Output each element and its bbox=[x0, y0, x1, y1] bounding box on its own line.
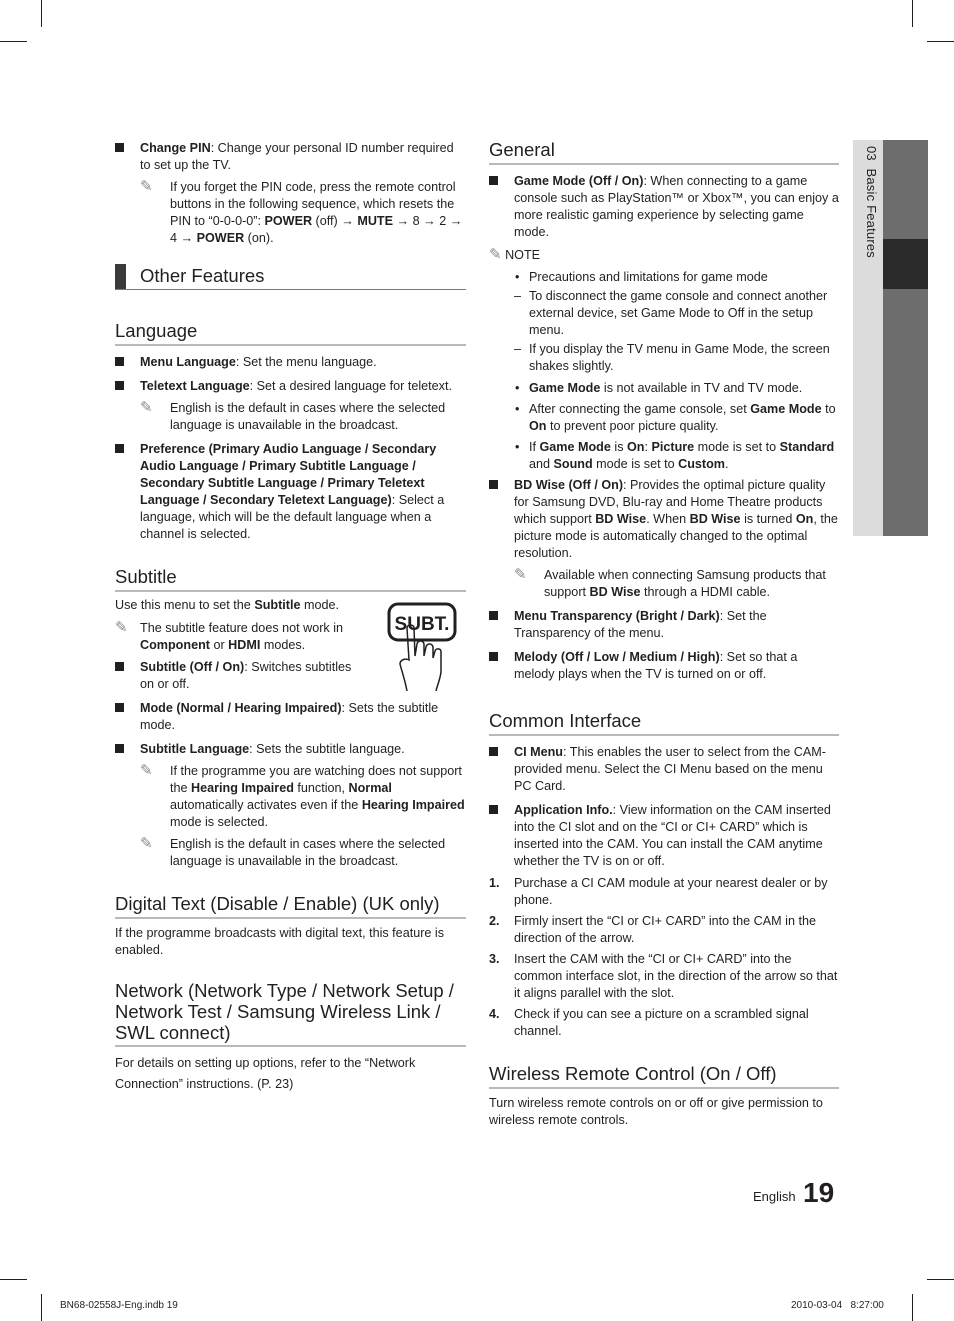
general-heading: General bbox=[489, 139, 839, 165]
menu-language-item: Menu Language: Set the menu language. bbox=[115, 354, 466, 371]
change-pin-note: ✎ If you forget the PIN code, press the remote control buttons in the following sequence, which resets the PIN to “0-0-0-0”: POWER (off) → MUTE → 8 → 2 → 4 → POWER (on). bbox=[140, 178, 463, 245]
tab-dark-strip bbox=[883, 140, 928, 536]
digital-text-body: If the programme broadcasts with digital text, this feature is enabled. bbox=[115, 926, 444, 957]
tab-active-marker bbox=[883, 239, 928, 289]
ci-step: 3. Insert the CAM with the “CI or CI+ CARD” into the common interface slot, in the direction of the arrow so that it aligns parallel with the slot. bbox=[489, 952, 838, 1000]
note-label: ✎ NOTE bbox=[489, 246, 541, 263]
language-list bbox=[115, 354, 466, 543]
general-list bbox=[489, 173, 839, 683]
note-subpoint: – To disconnect the game console and connect another external device, set Game Mode to Off in the setup menu. bbox=[514, 289, 828, 337]
crop-mark bbox=[927, 41, 954, 42]
wireless-heading: Wireless Remote Control (On / Off) bbox=[489, 1063, 839, 1089]
chapter-side-tab bbox=[853, 140, 928, 536]
subtitle-intro: Use this menu to set the Subtitle mode. bbox=[115, 598, 340, 612]
ci-step: 1. Purchase a CI CAM module at your nearest dealer or by phone. bbox=[489, 876, 828, 907]
application-info-item: Application Info.: View information on the CAM inserted into the CI slot and on the “CI or CI+ CARD” which is inserted into the CAM. You can install the CAM anytime whether the TV is on or off. bbox=[489, 802, 839, 870]
game-mode-item: Game Mode (Off / On): When connecting to a game console such as PlayStation™ or Xbox™, you can enjoy a more realistic gaming experience by selecting game mode. bbox=[489, 173, 839, 241]
subtitle-heading: Subtitle bbox=[115, 566, 466, 592]
imprint-file: BN68-02558J-Eng.indb 19 bbox=[60, 1300, 178, 1311]
bullet-square bbox=[489, 477, 500, 488]
digital-text-heading: Digital Text (Disable / Enable) (UK only) bbox=[115, 893, 466, 919]
note-pencil-icon: ✎ bbox=[115, 619, 128, 636]
bullet-square bbox=[489, 802, 500, 813]
imprint-date: 2010-03-04 8:27:00 bbox=[791, 1300, 884, 1311]
common-interface-list bbox=[489, 744, 839, 1040]
bullet-square bbox=[115, 354, 126, 365]
chapter-title: 03 Basic Features bbox=[864, 146, 879, 259]
note-pencil-icon: ✎ bbox=[140, 762, 153, 779]
ci-menu-item: CI Menu: This enables the user to select from the CAM-provided menu. Select the CI Menu based on the menu PC Card. bbox=[489, 744, 839, 795]
wireless-body: Turn wireless remote controls on or off or give permission to wireless remote controls. bbox=[489, 1096, 823, 1127]
change-pin-item: Change PIN: Change your personal ID number required to set up the TV. ✎ If you forget the PIN code, press the remote control buttons in the following sequence, which resets the PIN to “0-0-0-0”: POWER (off) → MUTE → 8 → 2 → 4 → POWER (on). bbox=[115, 140, 466, 247]
ci-step: 4. Check if you can see a picture on a scrambled signal channel. bbox=[489, 1007, 809, 1038]
network-body: For details on setting up options, refer to the “Network Connection” instructions. (P. 23) bbox=[115, 1056, 416, 1091]
bullet-square bbox=[115, 441, 126, 452]
bullet-square bbox=[115, 140, 126, 151]
bullet-square bbox=[115, 741, 126, 752]
subtitle-onoff-item: Subtitle (Off / On): Switches subtitles on or off. bbox=[115, 659, 365, 693]
note-point: • Game Mode is not available in TV and TV mode. bbox=[515, 381, 803, 395]
subt-button-illustration bbox=[385, 600, 465, 692]
bullet-square bbox=[115, 378, 126, 389]
note-pencil-icon: ✎ bbox=[514, 566, 527, 583]
note-point: • Precautions and limitations for game mode bbox=[515, 270, 768, 284]
melody-item: Melody (Off / Low / Medium / High): Set so that a melody plays when the TV is turned on or off. bbox=[489, 649, 839, 683]
bd-wise-note: ✎ Available when connecting Samsung products that support BD Wise through a HDMI cable. bbox=[514, 566, 826, 599]
language-heading: Language bbox=[115, 320, 466, 346]
game-mode-notes bbox=[514, 269, 839, 473]
crop-mark bbox=[0, 1279, 27, 1280]
subtitle-mode-item: Mode (Normal / Hearing Impaired): Sets the subtitle mode. bbox=[115, 700, 466, 734]
common-interface-heading: Common Interface bbox=[489, 710, 839, 736]
subt-button-label: SUBT. bbox=[394, 614, 450, 635]
bullet-square bbox=[489, 744, 500, 755]
bullet-square bbox=[489, 608, 500, 619]
crop-mark bbox=[0, 41, 27, 42]
ci-step: 2. Firmly insert the “CI or CI+ CARD” into the CAM in the direction of the arrow. bbox=[489, 914, 816, 945]
section-title: Other Features bbox=[140, 265, 265, 286]
crop-mark bbox=[912, 1294, 913, 1321]
note-pencil-icon: ✎ bbox=[140, 178, 153, 195]
crop-mark bbox=[927, 1279, 954, 1280]
subtitle-language-item: Subtitle Language: Sets the subtitle language. bbox=[115, 741, 466, 758]
teletext-language-item: Teletext Language: Set a desired language for teletext. bbox=[115, 378, 466, 395]
note-pencil-icon: ✎ bbox=[140, 835, 153, 852]
preference-item: Preference (Primary Audio Language / Secondary Audio Language / Primary Subtitle Language / Secondary Subtitle Language / Primary Teletext Language / Secondary Teletext Language): Select a language, which will be the default language when a channel is selected. bbox=[115, 441, 466, 543]
network-heading: Network (Network Type / Network Setup / Network Test / Samsung Wireless Link / SWL connect) bbox=[115, 980, 466, 1047]
bullet-square bbox=[115, 659, 126, 670]
note-pencil-icon: ✎ bbox=[140, 399, 153, 416]
crop-mark bbox=[41, 1294, 42, 1321]
other-features-header bbox=[115, 264, 466, 290]
subtitle-note: ✎ The subtitle feature does not work in Component or HDMI modes. bbox=[115, 619, 344, 652]
crop-mark bbox=[41, 0, 42, 27]
menu-transparency-item: Menu Transparency (Bright / Dark): Set the Transparency of the menu. bbox=[489, 608, 839, 642]
teletext-note: ✎ English is the default in cases where the selected language is unavailable in the broadcast. bbox=[140, 399, 446, 432]
note-pencil-icon: ✎ bbox=[489, 246, 502, 263]
hearing-impaired-note: ✎ If the programme you are watching does not support the Hearing Impaired function, Normal automatically activates even if the Hearing Impaired mode is selected. bbox=[140, 762, 465, 829]
bullet-square bbox=[489, 173, 500, 184]
footer-language: English bbox=[753, 1189, 796, 1204]
crop-mark bbox=[912, 0, 913, 27]
bd-wise-item: BD Wise (Off / On): Provides the optimal picture quality for Samsung DVD, Blu-ray and Home Theatre products which support BD Wise. When BD Wise is turned On, the picture mode is automatically changed to the optimal resolution. bbox=[489, 477, 839, 562]
note-point: • After connecting the game console, set Game Mode to On to prevent poor picture quality. bbox=[515, 402, 836, 433]
subtitle-language-note: ✎ English is the default in cases where the selected language is unavailable in the broadcast. bbox=[140, 835, 446, 868]
section-bar bbox=[115, 264, 126, 289]
note-subpoint: – If you display the TV menu in Game Mode, the screen shakes slightly. bbox=[514, 342, 830, 373]
note-point: • If Game Mode is On: Picture mode is set to Standard and Sound mode is set to Custom. bbox=[515, 440, 835, 471]
bullet-square bbox=[115, 700, 126, 711]
page-number: 19 bbox=[803, 1177, 835, 1208]
bullet-square bbox=[489, 649, 500, 660]
